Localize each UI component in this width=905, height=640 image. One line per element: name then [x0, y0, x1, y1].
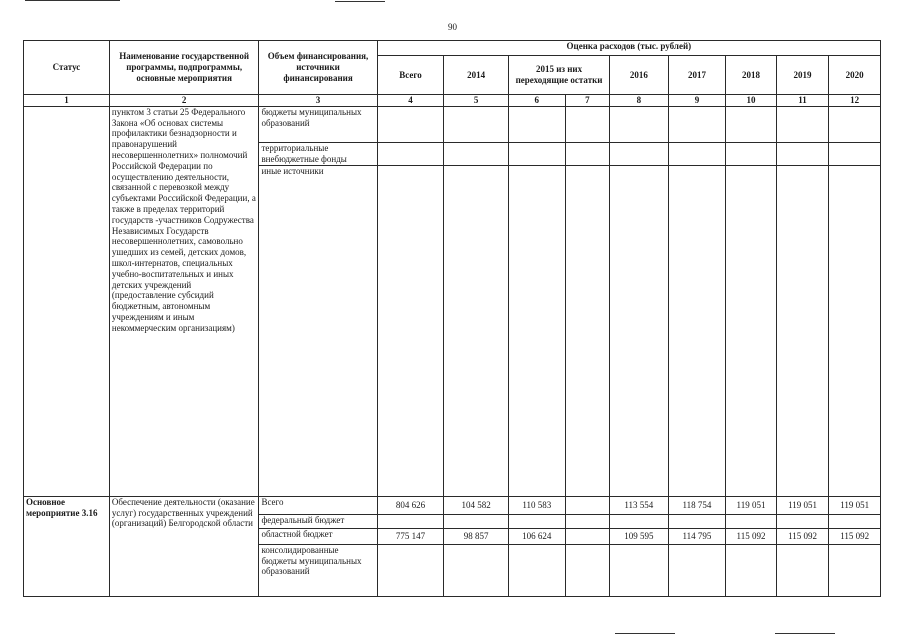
value-2020: 119 051	[829, 496, 881, 514]
header-row	[24, 41, 881, 56]
value-2015-carryover	[565, 496, 609, 514]
source-label: иные источники	[259, 165, 377, 496]
value-2019: 115 092	[776, 528, 829, 544]
value-2019	[776, 544, 829, 596]
table-row	[24, 106, 881, 142]
value-2016: 113 554	[610, 496, 669, 514]
decor-line	[775, 633, 835, 634]
value-total	[377, 514, 444, 528]
table-row	[24, 496, 881, 514]
value-2018	[726, 514, 777, 528]
column-number: 10	[726, 95, 777, 107]
source-label: бюджеты муниципальных образований	[259, 106, 377, 142]
value-2019: 119 051	[776, 496, 829, 514]
decor-line	[25, 0, 120, 1]
source-label: консолидированные бюджеты муниципальных образований	[259, 544, 377, 596]
column-number: 12	[829, 95, 881, 107]
value-2014: 98 857	[444, 528, 509, 544]
value-2020	[829, 544, 881, 596]
value-2015-carryover	[565, 514, 609, 528]
value-2014	[444, 514, 509, 528]
header-estimate: Оценка расходов (тыс. рублей)	[377, 41, 880, 56]
source-label: федеральный бюджет	[259, 514, 377, 528]
value-total	[377, 544, 444, 596]
budget-table	[23, 40, 881, 597]
value-2017: 118 754	[668, 496, 726, 514]
column-number: 3	[259, 95, 377, 107]
column-number: 1	[24, 95, 110, 107]
column-number: 6	[509, 95, 566, 107]
header-volume: Объем финансирования, источники финансирования	[259, 41, 377, 95]
value-2019	[776, 514, 829, 528]
value-total: 804 626	[377, 496, 444, 514]
header-year-2018: 2018	[726, 56, 777, 95]
column-numbers-row	[24, 95, 881, 107]
header-total: Всего	[377, 56, 444, 95]
source-label: Всего	[259, 496, 377, 514]
column-number: 8	[610, 95, 669, 107]
value-2015: 110 583	[509, 496, 566, 514]
column-number: 2	[109, 95, 259, 107]
header-status: Статус	[24, 41, 110, 95]
column-number: 9	[668, 95, 726, 107]
value-total: 775 147	[377, 528, 444, 544]
column-number: 4	[377, 95, 444, 107]
value-2015	[509, 514, 566, 528]
value-2015	[509, 544, 566, 596]
value-2016	[610, 544, 669, 596]
value-2020	[829, 514, 881, 528]
column-number: 11	[776, 95, 829, 107]
decor-line	[335, 1, 385, 2]
value-2014: 104 582	[444, 496, 509, 514]
value-2020: 115 092	[829, 528, 881, 544]
source-label: территориальные внебюджетные фонды	[259, 142, 377, 165]
value-2017	[668, 544, 726, 596]
value-2015-carryover	[565, 528, 609, 544]
column-number: 7	[565, 95, 609, 107]
page-number: 90	[448, 22, 457, 32]
status-cell	[24, 106, 110, 496]
header-year-2015: 2015 из них переходящие остатки	[509, 56, 610, 95]
value-2015-carryover	[565, 544, 609, 596]
value-2014	[444, 544, 509, 596]
status-cell: Основное мероприятие 3.16	[24, 496, 110, 596]
value-2015: 106 624	[509, 528, 566, 544]
header-year-2020: 2020	[829, 56, 881, 95]
header-year-2014: 2014	[444, 56, 509, 95]
value-2018: 119 051	[726, 496, 777, 514]
value-2017: 114 795	[668, 528, 726, 544]
value-2016: 109 595	[610, 528, 669, 544]
value-2016	[610, 514, 669, 528]
value-2017	[668, 514, 726, 528]
header-name: Наименование государственной программы, подпрограммы, основные мероприятия	[109, 41, 259, 95]
column-number: 5	[444, 95, 509, 107]
source-label: областной бюджет	[259, 528, 377, 544]
value-2018	[726, 544, 777, 596]
header-year-2016: 2016	[610, 56, 669, 95]
decor-line	[615, 633, 675, 634]
measure-name: пунктом 3 статьи 25 Федерального Закона «Об основах системы профилактики безнадзорности и правонарушений несовершеннолетних» полномочий Российской Федерации по осуществлению деятельности, связанной с перевозкой между субъектами Российской Федерации, а также в пределах территорий государств -участников Содружества Независимых Государств несовершеннолетних, самовольно ушедших из семей, детских домов, школ-интернатов, специальных учебно-воспитательных и иных детских учреждений (предоставление субсидий бюджетным, автономным учреждениям и иным некоммерческим организациям)	[109, 106, 259, 496]
measure-name: Обеспечение деятельности (оказание услуг) государственных учреждений (организаций) Белгородской области	[109, 496, 259, 596]
value-2018: 115 092	[726, 528, 777, 544]
header-year-2017: 2017	[668, 56, 726, 95]
header-year-2019: 2019	[776, 56, 829, 95]
